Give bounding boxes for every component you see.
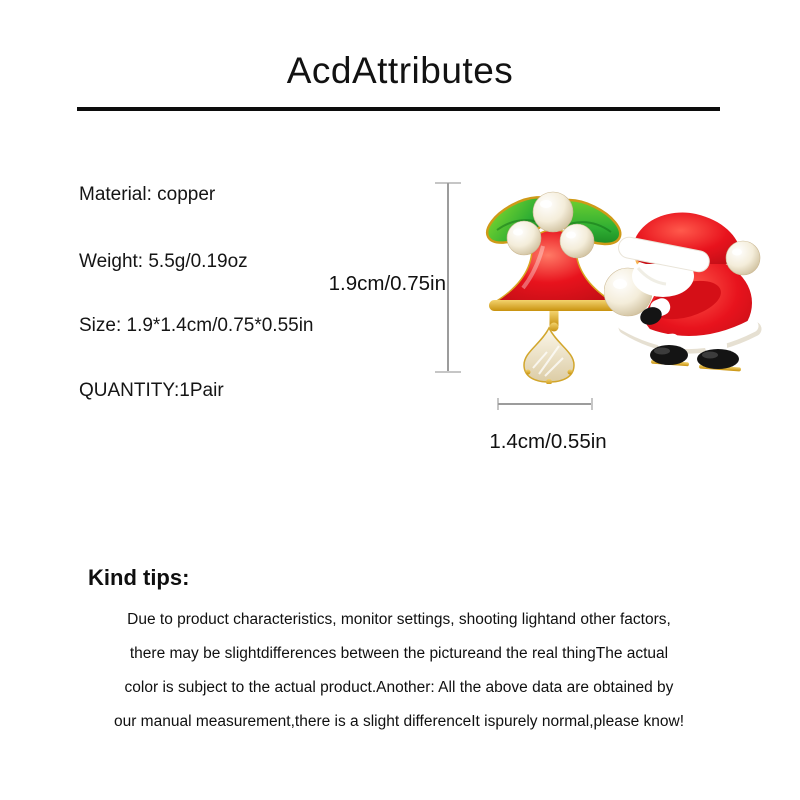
kind-tips-heading: Kind tips: — [88, 565, 190, 590]
kind-tips-line: there may be slightdifferences between the pictureand the real thingThe actual — [129, 645, 669, 662]
kind-tips-line: color is subject to the actual product.Another: All the above data are obtained by — [124, 679, 674, 696]
width-measure-cap-right — [591, 398, 593, 410]
kind-tips-line: our manual measurement,there is a slight differenceIt ispurely normal,please know! — [113, 713, 685, 730]
attribute-size: Size: 1.9*1.4cm/0.75*0.55in — [79, 315, 314, 336]
attribute-material: Material: copper — [79, 184, 216, 205]
attribute-weight: Weight: 5.5g/0.19oz — [79, 251, 248, 272]
page-title: AcdAttributes — [286, 50, 514, 91]
height-measure-line — [447, 183, 449, 372]
santa-claus-earring-image — [604, 206, 766, 378]
kind-tips-line: Due to product characteristics, monitor settings, shooting lightand other factors, — [127, 611, 671, 628]
height-measure-label: 1.9cm/0.75in — [328, 272, 446, 295]
height-measure-cap-bottom — [435, 371, 461, 373]
title-underline — [77, 107, 720, 111]
crystal-drop-icon — [524, 328, 574, 384]
attribute-quantity: QUANTITY:1Pair — [79, 380, 224, 401]
width-measure-line — [498, 403, 593, 405]
width-measure-label: 1.4cm/0.55in — [489, 430, 607, 453]
kind-tips-paragraph — [4, 603, 794, 739]
